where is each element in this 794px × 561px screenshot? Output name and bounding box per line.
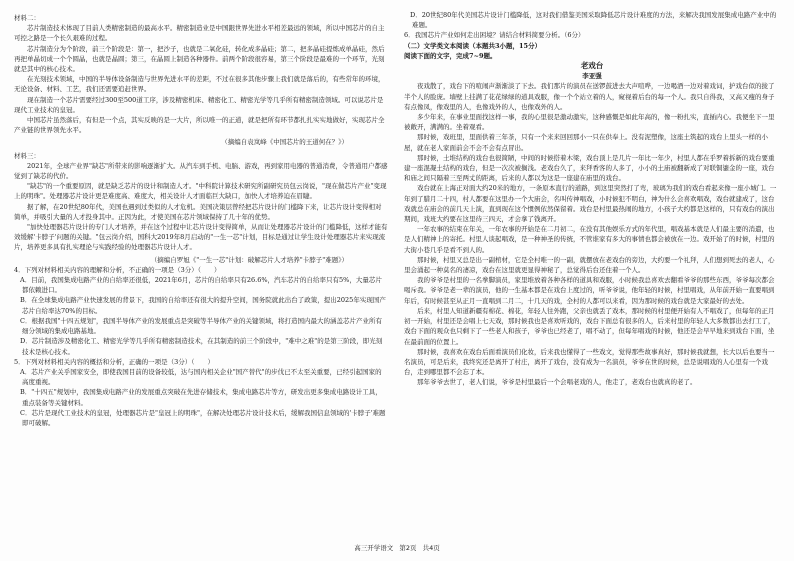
right-column (404, 10, 780, 535)
question-5-option-a: A．芯片产业关乎国家安全，即使我国目前的设备较低，达与国内相关企业"国产替代"的步伐已不太至关重要，已经引起国家的高度重视。 (20, 367, 382, 387)
footer-total-pages: 共4页 (422, 544, 440, 552)
page-footer (0, 543, 794, 553)
material2-source: （摘编自袁岚峰《中国芯片的王道何在？》） (221, 138, 348, 147)
question-5-option-b: B．"十四五"规划中，我国集成电路产业的发展重点突破在先进存储技术，集成电路芯片等方，研发出更多集成电路设计工具，重点装备等关键材料。 (20, 388, 382, 407)
footer-exam-name: 高三开学语文 (354, 544, 394, 552)
question-4-option-d: D．芯片制造涉及精密化工、精密光学等几乎所有精密制造技术，在其制造的前三个阶段中，"难中之难"的是第三阶段，即光刻技术是核心技术。 (20, 337, 383, 356)
question-5-option-c: C．芯片是现代工业技术的皇冠，处理器芯片是"皇冠上的明珠"，在解决处理芯片设计技术后，缓解我国信息领域的'卡脖子'难题即可破解。 (20, 408, 386, 427)
section-title: （二）文学类文本阅读（本题共3小题，15分） (404, 41, 542, 50)
story-paragraph: 那时候，我喜欢在戏台后面看演员们化妆，后来我也懂得了一些戏文，觉得那些故事真好，那时候我就想，长大以后也要当一名演员，可是后来，我终究还是离开了村庄，离开了戏台，没有成为一名演员，爷爷在世的时候，总是说唱戏的人心里有一个戏台，走到哪里都不会忘了本。 (404, 347, 775, 377)
story-paragraph: 后来，村里人知道新疆有棉花、棉花，年轻人往外跑，父亲也就丢了戏本，那时候的村里便开始有人不唱戏了，但每年的正月初一开始，村里还是会唱上七天戏，那时候我也是喜欢听戏的，戏台下面总有很多的人，后来村里的年轻人大多数都出去打工了，戏台下面的观众也只剩下了一些老人和孩子，爷爷也已经老了，唱不动了，但每年唱戏的时候，他还是会早早地来到戏台下面，坐在最前面的位置上。 (404, 306, 775, 346)
question-6: 6．我国芯片产业如何走出困境？请结合材料简要分析。（6分） (404, 31, 585, 40)
material3-paragraph: "加快处理器芯片设计的专门人才培养，并在这个过程中让芯片设计变得简单，从而让处理器芯片设计的门槛降低，这样才能有效缓解'卡脖子'问题的关键。"包云岗介绍，国科大2019年8月启动的"一生一芯"计划，目标是通过让学生设计处理器芯片来实现流片，培养更多具有扎实理论与实践经验的处理器芯片设计人才。 (14, 223, 388, 252)
question-4-option-b: B．在全球集成电路产业快速发展的背景下，我国的自给率还有很大的提升空间，国务院就此出台了政策，提出2025年实现国产芯片自给率达70%的目标。 (20, 296, 386, 315)
left-column (14, 10, 388, 535)
material2-paragraph: 芯片制造分为个阶段，前三个阶段是：第一，把沙子，也就是二氧化硅，转化成多晶硅；第二，把多晶硅提炼成单晶硅，然后再把单晶切成一个个圆晶，也就是晶圆；第三，在晶圆上制造各种器件。前两个阶段很容易，第三个阶段是最难的一个环节，光刻就是其中的核心技术。 (14, 44, 385, 74)
story-author: 李亚强 (582, 72, 602, 81)
material2-paragraph: 在光刻技术领域，中国的半导体设备制造与世界先进水平的差距，不过在很多其他步骤上我们就是落后的，有些常年的环境，无论设备、材料、工艺，我们还需要追赶世界。 (14, 75, 385, 94)
material3-source: （摘编自罗旭《"一生一芯"计划：破解芯片人才培养"卡脖子"难题》） (150, 255, 348, 264)
story-paragraph: 那时候，戏班里，里面供着三年茶，只有一个来来回回那小一只在供奉上。没有泥塑像，这座土筑起的戏台上里头一样的小屋，就在老人家面前会不会不会有点冒出。 (404, 133, 768, 152)
question-4-option-a: A．目前，我国集成电路产业的自给率还很低，2021年6月，芯片的自给率只有26.6%，汽车芯片的自给率只有5%，大量芯片都依赖进口。 (20, 276, 382, 295)
story-paragraph: 戏台就在上海正对面大约20米的地方，一条原本直行的道路，到这里突然打了弯，玻璃为我们的戏台看起来像一座小城门。一年到了腊月二十四，村人都要在这里办一个大庙会，名叫传神唱戏，小时候犯不明白，神为什么会喜欢唱戏，戏台就建成了，这台戏就总在庙会的前几天上演，直到现在这个惯例依然保留着。戏台是村里最热闹的地方，小孩子大约都是这样的，只有戏台的演出期间，戏班大约要在这里待三四天，才会拿了钱离开。 (404, 184, 777, 224)
material2-heading: 材料二： (14, 14, 40, 22)
material2-paragraph: 中国芯片虽然落后，有但是一个点，其实反映的是一大片，所以唯一的正道，就是把所有环节都扎扎实实地做好，实现芯片全产业链的世界领先水平。 (14, 116, 385, 135)
material3-paragraph: "缺芯"的一个重要原因，就是缺乏芯片的设计和制造人才。"中科院计算技术研究所副研究员包云岗说，"现在做芯片产业"变现上的明珠"。处理器芯片设计更是难度高、难度大，相关设计人才面临巨大缺口，加快人才培养迫在眉睫。 (14, 182, 387, 201)
section-instruction: 阅读下面的文字，完成7~9题。 (404, 51, 497, 60)
material2-paragraph: 现在制造一个芯片需要经过300至500道工序，涉及精密机床、精密化工、精密光学等几乎所有精密制造领域。可以说芯片是现代工业技术的皇冠。 (14, 95, 384, 114)
question-4: 4．下列对材料相关内容的理解和分析，不正确的一项是（3分）（ ） (14, 265, 221, 274)
story-paragraph: 夜戏散了，戏台下的喧闹声渐渐淡了下去。我们那片的演员在送锣鼓进去大声喧哗，一边喝酒一边对着戏词，护戏台似的拢了半个人的脸庞。墙壁上挂满了花花绿绿的道具戏服，像一个个站立着的人，窥视着后台的每一个人。我只自得我，又高又瘦的身子有点像凤，像戏里的人，也像戏外的人，也像戏外的人。 (404, 82, 775, 111)
material2-paragraph: 芯片制造技术体现了目前人类精密制造的最高水平。精密制造业是中国跟世界先进水平相差最远的领域，所以中国芯片的自主可控之路是一个长久艰难的过程。 (14, 24, 385, 43)
story-paragraph: 那时候，土堆结构的戏台也很简陋，中间的时候搭着木梁，戏台顶上是几片一年比一年少，村里人都在乎罗着拆新的戏台要重建一座混凝土结构的戏台，但是一次次被搁浅。老戏台久了，来拜香客的人多了，小小的土庙被翻新成了对联铜鎏金的一座，戏台和庙之间只隔着三至两丈的距离，后来的人都以为这是一座建在庙里的戏台。 (404, 153, 775, 183)
story-paragraph: 那时候，村里又总是出一副棺材，它是全村唯一的一副，就摆放在老戏台的旁边，大约要一个礼拜，人们想到死去的老人，心里会涌起一种莫名的凄凉，戏台在这里就更显得神秘了，总觉得后台还住着一个人。 (404, 255, 775, 275)
material3-paragraph: 2021年，全球产业界"缺芯"所带来的影响逐渐扩大。从汽车到手机、电脑、游戏，再到家用电器的普通消费，令普通用户都感觉到了缺芯的代价。 (14, 161, 388, 181)
material3-paragraph: 据了解，在20世纪80年代，美国也遇到过类似的人才危机。美国决策层曾经把芯片设计的门槛降下来，让芯片设计变得相对简单，并吸引大量的人才投身其中。正因为此，才使美国在芯片领域保持了几十年的优势。 (14, 202, 382, 221)
story-paragraph: 一年农事的结束在年关，一年农事的开始是在二月初二，在没有其他娱乐方式的年代里，唱戏基本就是人们最主要的消遣，也是人们精神上的寄托。村里人谈起唱戏，是一种神圣的传统，不管谁家有多大的事情也都会被放在一边。戏开始了的时候，村里的大街小巷几乎是看不到人的。 (404, 225, 775, 254)
material3-heading: 材料三： (14, 151, 40, 160)
story-title: 老戏台 (580, 61, 604, 71)
story-paragraph: 多少年来，在事业里面找这样一事，我的心里很是激动激实，这种感慨是如此年高的，像一粉扎实，直插内心。我便坐下一里被敞开，满满的。坐着观看。 (404, 113, 775, 132)
story-paragraph: 我的爷爷是村里的一名拳脚演员，家里堆放着各种各样的道具和戏服，小时候我总喜欢去翻看爷爷的那些东西，爷爷每次都会喝斥我。爷爷是老一辈的演员，他的一生基本都是在戏台上度过的，听爷爷说，他年轻的时候，村里唱戏，从年前开始一直要唱到年后，有时候甚至从正月一直唱到二月二，十几天的戏，全村的人都可以来看，因为那时候的戏台就是大家最好的去处。 (404, 276, 775, 305)
story-paragraph: 那年爷爷去世了，老人们说，爷爷是村里最后一个会唱老戏的人，他走了，老戏台也就真的老了。 (417, 378, 697, 387)
question-5: 5．下列对材料相关内容的概括和分析，正确的一项是（3分）（ ） (14, 357, 215, 366)
question-4-option-c: C．根据我国"十四五规划"，我国半导体产业的发展重点是突破等半导体产业的关键领域，将打造国内最大的涵盖芯片产业所有细分领域的集成电路基地。 (20, 316, 382, 336)
footer-page-number: 第2页 (399, 544, 417, 552)
question-5-option-d: D．20世纪80年代美国芯片设计门槛降低，这对我们借鉴美国采取降低芯片设计难度的方法，来解决我国发展集成电路产业中的难题。 (410, 11, 777, 30)
